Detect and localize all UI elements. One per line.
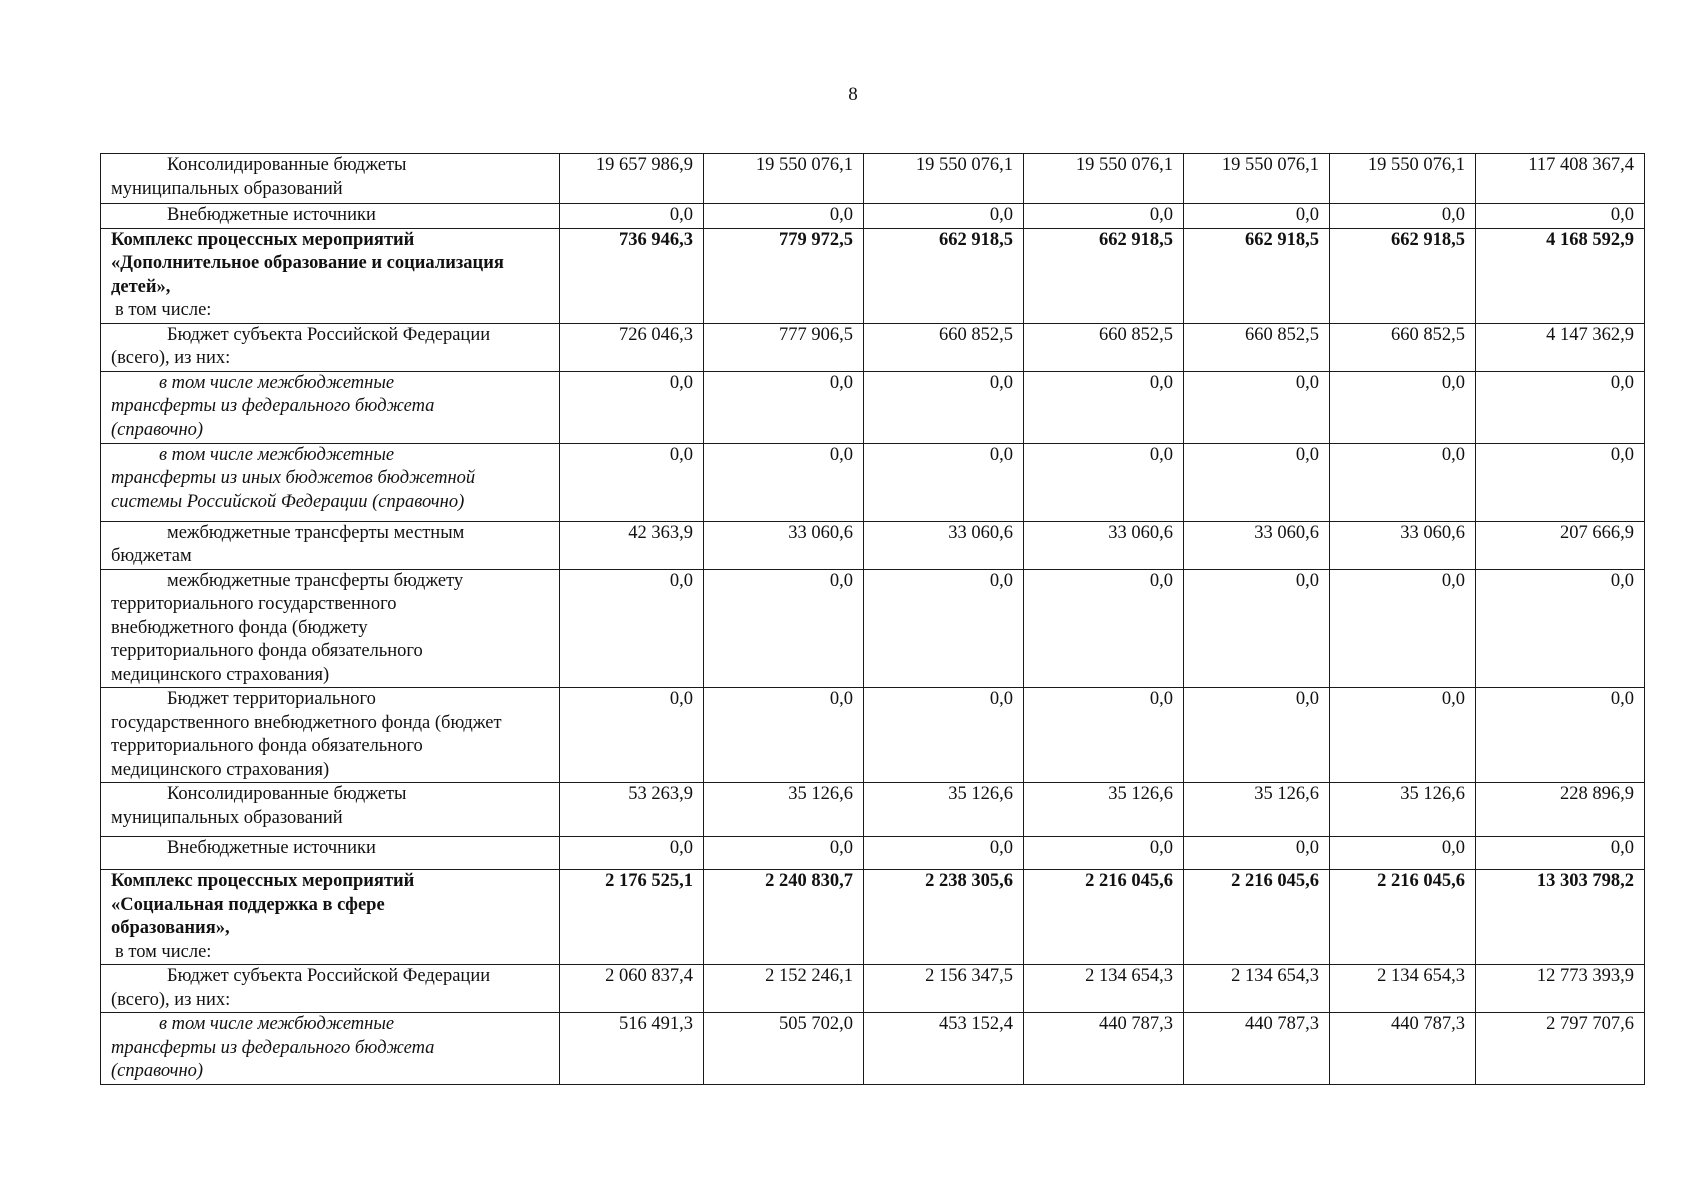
row-label-line: (справочно) (111, 1061, 204, 1081)
value-cell: 2 240 830,7 (704, 870, 864, 965)
value-cell: 2 060 837,4 (560, 965, 704, 1013)
row-label-line: в том числе: (115, 941, 212, 962)
row-label-cell (101, 837, 560, 870)
value-cell: 53 263,9 (560, 783, 704, 837)
row-label-line: образования», (111, 918, 230, 938)
value-cell: 35 126,6 (1024, 783, 1184, 837)
value-cell: 2 156 347,5 (864, 965, 1024, 1013)
value-cell: 660 852,5 (1184, 323, 1330, 371)
value-cell: 0,0 (1476, 204, 1645, 229)
value-cell: 0,0 (1476, 569, 1645, 688)
value-cell: 0,0 (1476, 443, 1645, 521)
value-cell: 0,0 (704, 443, 864, 521)
row-label-cell (101, 521, 560, 569)
table-row (101, 521, 1645, 569)
value-cell: 0,0 (1476, 371, 1645, 443)
row-label-line: Комплекс процессных мероприятий (111, 229, 415, 250)
row-label-line: внебюджетного фонда (бюджету (111, 617, 368, 638)
value-cell: 0,0 (1330, 443, 1476, 521)
table-row (101, 443, 1645, 521)
value-cell: 0,0 (560, 688, 704, 783)
row-label-cell (101, 688, 560, 783)
value-cell: 19 657 986,9 (560, 154, 704, 204)
value-cell: 2 216 045,6 (1330, 870, 1476, 965)
value-cell: 0,0 (1024, 569, 1184, 688)
row-label-line: детей», (111, 276, 171, 297)
row-label-line: «Социальная поддержка в сфере (111, 894, 385, 915)
value-cell: 35 126,6 (704, 783, 864, 837)
value-cell: 660 852,5 (864, 323, 1024, 371)
value-cell: 2 216 045,6 (1184, 870, 1330, 965)
value-cell: 0,0 (1024, 688, 1184, 783)
value-cell: 2 176 525,1 (560, 870, 704, 965)
value-cell: 117 408 367,4 (1476, 154, 1645, 204)
value-cell: 505 702,0 (704, 1013, 864, 1085)
row-label-line: в том числе межбюджетные (159, 372, 395, 393)
value-cell: 207 666,9 (1476, 521, 1645, 569)
row-label-line: «Дополнительное образование и социализация (111, 253, 504, 273)
value-cell: 0,0 (560, 371, 704, 443)
row-label-line: Бюджет субъекта Российской Федерации (167, 324, 491, 345)
row-label-line: Внебюджетные источники (167, 838, 376, 858)
table-row (101, 204, 1645, 229)
value-cell: 4 147 362,9 (1476, 323, 1645, 371)
value-cell: 13 303 798,2 (1476, 870, 1645, 965)
value-cell: 2 238 305,6 (864, 870, 1024, 965)
value-cell: 0,0 (1024, 204, 1184, 229)
value-cell: 0,0 (1184, 443, 1330, 521)
row-label-line: Бюджет субъекта Российской Федерации (167, 966, 491, 986)
value-cell: 12 773 393,9 (1476, 965, 1645, 1013)
value-cell: 660 852,5 (1024, 323, 1184, 371)
row-label-line: (всего), из них: (111, 348, 231, 368)
value-cell: 0,0 (1330, 569, 1476, 688)
row-label-cell (101, 783, 560, 837)
row-label-line: в том числе межбюджетные (159, 444, 395, 465)
value-cell: 0,0 (704, 837, 864, 870)
value-cell: 33 060,6 (1330, 521, 1476, 569)
row-label-line: межбюджетные трансферты бюджету (167, 570, 464, 591)
row-label-cell (101, 443, 560, 521)
value-cell: 0,0 (1184, 837, 1330, 870)
row-label-line: Консолидированные бюджеты (167, 784, 407, 804)
value-cell: 0,0 (560, 569, 704, 688)
value-cell: 2 134 654,3 (1330, 965, 1476, 1013)
value-cell: 736 946,3 (560, 228, 704, 323)
value-cell: 440 787,3 (1330, 1013, 1476, 1085)
row-label-line: трансферты из федерального бюджета (111, 396, 435, 416)
row-label-line: трансферты из федерального бюджета (111, 1037, 435, 1058)
row-label-cell (101, 1013, 560, 1085)
value-cell: 0,0 (864, 569, 1024, 688)
row-label-line: медицинского страхования) (111, 664, 330, 685)
value-cell: 0,0 (864, 837, 1024, 870)
row-label-line: (справочно) (111, 419, 204, 440)
row-label-cell (101, 965, 560, 1013)
row-label-line: территориального государственного (111, 594, 397, 614)
value-cell: 35 126,6 (1330, 783, 1476, 837)
table-row (101, 154, 1645, 204)
row-label-cell (101, 371, 560, 443)
value-cell: 660 852,5 (1330, 323, 1476, 371)
row-label-line: Консолидированные бюджеты (167, 155, 407, 175)
value-cell: 0,0 (1330, 204, 1476, 229)
row-label-line: муниципальных образований (111, 807, 343, 828)
value-cell: 779 972,5 (704, 228, 864, 323)
table-row (101, 870, 1645, 965)
value-cell: 2 134 654,3 (1184, 965, 1330, 1013)
table-row (101, 323, 1645, 371)
row-label-line: государственного внебюджетного фонда (бюджет (111, 712, 502, 733)
row-label-cell (101, 323, 560, 371)
table-row (101, 965, 1645, 1013)
value-cell: 0,0 (1330, 688, 1476, 783)
value-cell: 662 918,5 (864, 228, 1024, 323)
row-label-cell (101, 870, 560, 965)
table-row (101, 228, 1645, 323)
value-cell: 440 787,3 (1024, 1013, 1184, 1085)
row-label-line: (всего), из них: (111, 989, 231, 1010)
value-cell: 19 550 076,1 (1024, 154, 1184, 204)
value-cell: 662 918,5 (1184, 228, 1330, 323)
value-cell: 0,0 (560, 837, 704, 870)
table-row (101, 783, 1645, 837)
row-label-line: в том числе межбюджетные (159, 1014, 395, 1034)
value-cell: 33 060,6 (864, 521, 1024, 569)
value-cell: 35 126,6 (1184, 783, 1330, 837)
value-cell: 0,0 (1184, 371, 1330, 443)
row-label-line: трансферты из иных бюджетов бюджетной (111, 468, 476, 488)
value-cell: 19 550 076,1 (704, 154, 864, 204)
row-label-line: Комплекс процессных мероприятий (111, 871, 415, 891)
row-label-line: в том числе: (115, 300, 212, 320)
table-row (101, 371, 1645, 443)
value-cell: 33 060,6 (1024, 521, 1184, 569)
value-cell: 0,0 (1476, 837, 1645, 870)
table-body (101, 154, 1645, 1085)
row-label-line: Внебюджетные источники (167, 205, 376, 225)
value-cell: 19 550 076,1 (864, 154, 1024, 204)
value-cell: 2 797 707,6 (1476, 1013, 1645, 1085)
value-cell: 0,0 (864, 688, 1024, 783)
table-row (101, 688, 1645, 783)
value-cell: 0,0 (1184, 569, 1330, 688)
value-cell: 228 896,9 (1476, 783, 1645, 837)
table-row (101, 837, 1645, 870)
row-label-cell (101, 154, 560, 204)
value-cell: 662 918,5 (1024, 228, 1184, 323)
row-label-line: бюджетам (111, 546, 192, 566)
value-cell: 0,0 (1024, 371, 1184, 443)
value-cell: 777 906,5 (704, 323, 864, 371)
row-label-line: Бюджет территориального (167, 689, 376, 709)
value-cell: 35 126,6 (864, 783, 1024, 837)
row-label-line: системы Российской Федерации (справочно) (111, 491, 465, 512)
budget-table (100, 153, 1645, 1085)
row-label-line: территориального фонда обязательного (111, 736, 423, 756)
value-cell: 0,0 (704, 204, 864, 229)
row-label-cell (101, 569, 560, 688)
value-cell: 0,0 (1184, 204, 1330, 229)
value-cell: 2 152 246,1 (704, 965, 864, 1013)
value-cell: 662 918,5 (1330, 228, 1476, 323)
value-cell: 0,0 (1024, 837, 1184, 870)
value-cell: 453 152,4 (864, 1013, 1024, 1085)
value-cell: 0,0 (1476, 688, 1645, 783)
value-cell: 0,0 (1330, 371, 1476, 443)
value-cell: 2 216 045,6 (1024, 870, 1184, 965)
value-cell: 0,0 (864, 204, 1024, 229)
value-cell: 33 060,6 (704, 521, 864, 569)
value-cell: 0,0 (560, 443, 704, 521)
table-row (101, 569, 1645, 688)
value-cell: 0,0 (704, 371, 864, 443)
value-cell: 0,0 (1330, 837, 1476, 870)
value-cell: 516 491,3 (560, 1013, 704, 1085)
value-cell: 19 550 076,1 (1330, 154, 1476, 204)
row-label-cell (101, 204, 560, 229)
value-cell: 0,0 (1184, 688, 1330, 783)
value-cell: 726 046,3 (560, 323, 704, 371)
row-label-line: муниципальных образований (111, 178, 343, 199)
row-label-line: территориального фонда обязательного (111, 641, 423, 661)
row-label-line: межбюджетные трансферты местным (167, 522, 465, 543)
value-cell: 2 134 654,3 (1024, 965, 1184, 1013)
value-cell: 0,0 (864, 443, 1024, 521)
value-cell: 42 363,9 (560, 521, 704, 569)
page-number: 8 (848, 84, 858, 105)
value-cell: 0,0 (1024, 443, 1184, 521)
value-cell: 0,0 (704, 688, 864, 783)
value-cell: 0,0 (560, 204, 704, 229)
table-row (101, 1013, 1645, 1085)
value-cell: 440 787,3 (1184, 1013, 1330, 1085)
value-cell: 4 168 592,9 (1476, 228, 1645, 323)
value-cell: 33 060,6 (1184, 521, 1330, 569)
value-cell: 0,0 (864, 371, 1024, 443)
row-label-line: медицинского страхования) (111, 759, 330, 780)
row-label-cell (101, 228, 560, 323)
value-cell: 19 550 076,1 (1184, 154, 1330, 204)
value-cell: 0,0 (704, 569, 864, 688)
